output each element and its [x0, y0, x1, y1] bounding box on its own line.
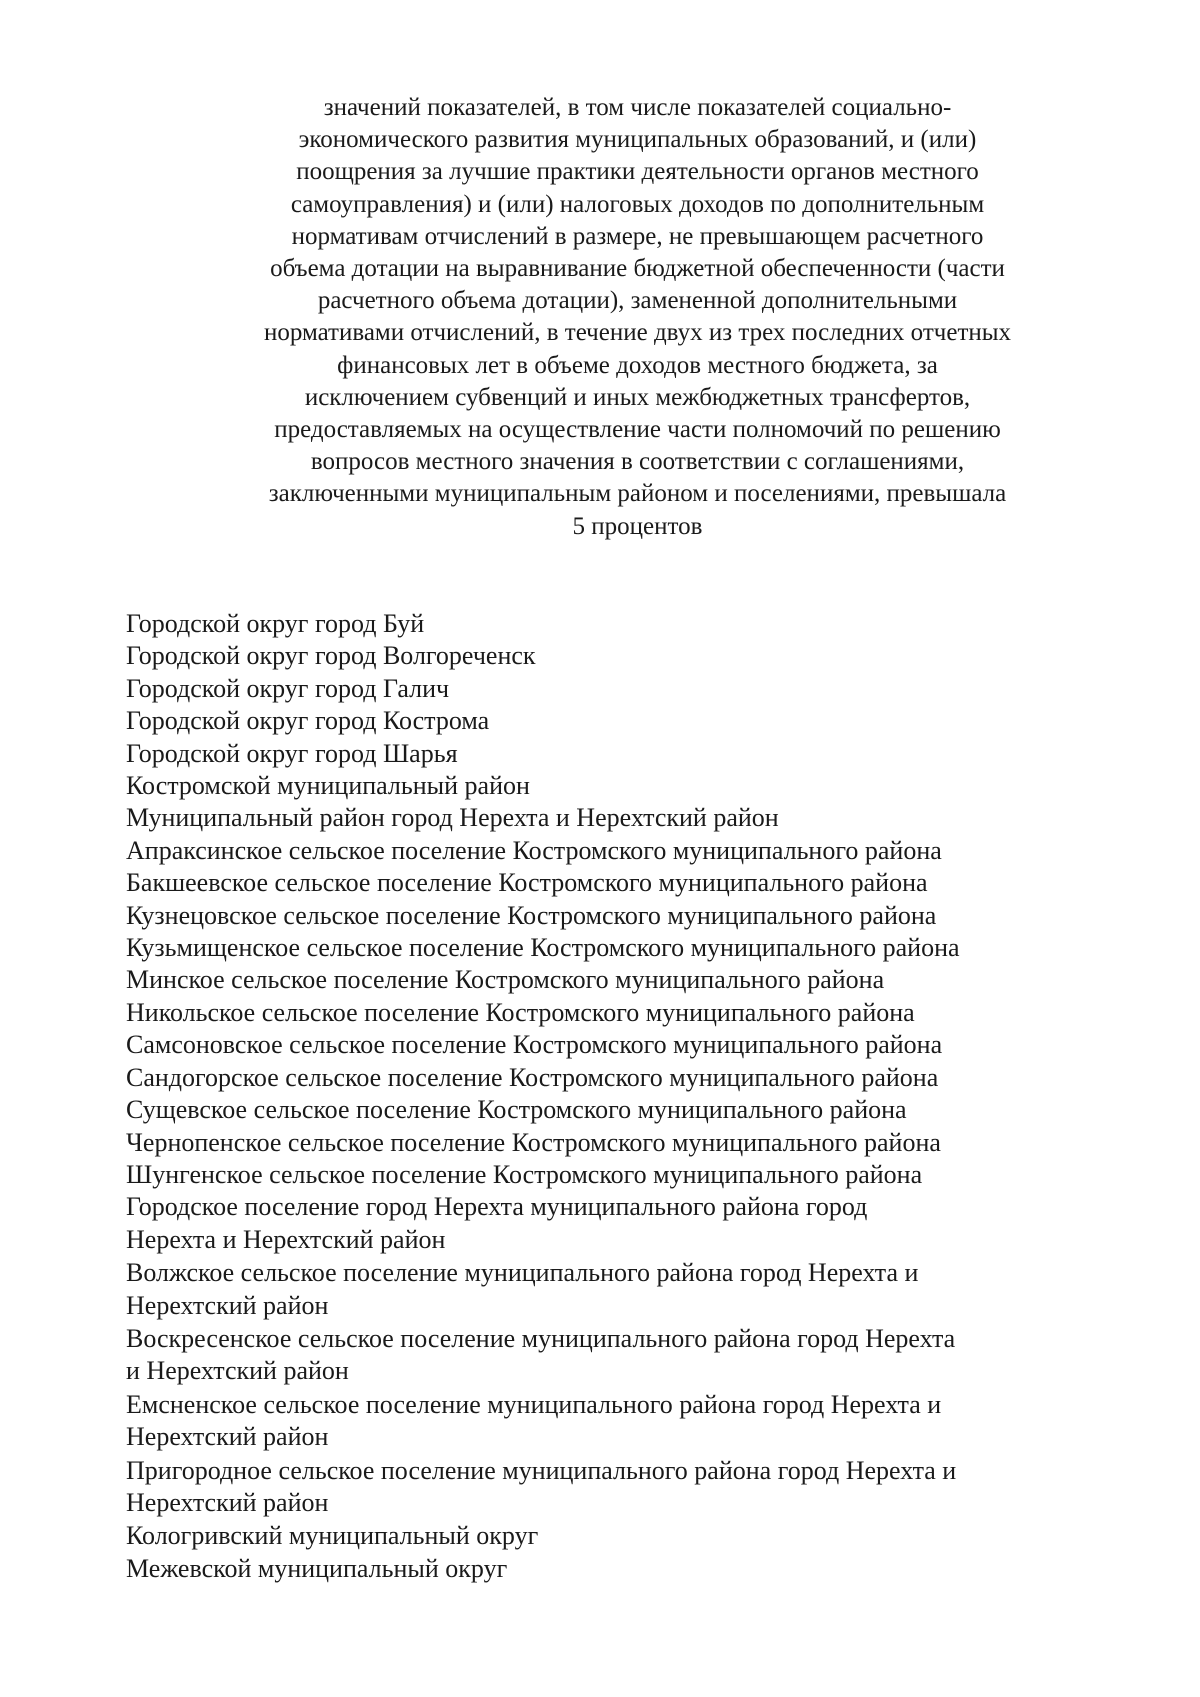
list-item — [126, 802, 1086, 834]
list-item-text: Чернопенское сельское поселение Костромского муниципального района — [126, 1127, 941, 1157]
list-item-text-continued: и Нерехтский район — [126, 1356, 349, 1386]
list-item — [126, 770, 1086, 802]
list-item-text: Минское сельское поселение Костромского муниципального района — [126, 965, 885, 995]
heading-line: нормативами отчислений, в течение двух из трех последних отчетных — [263, 319, 1012, 347]
list-item-text: Апраксинское сельское поселение Костромского муниципального района — [126, 835, 942, 865]
list-item-text: Шунгенское сельское поселение Костромского муниципального района — [126, 1159, 923, 1189]
list-item-text: Межевской муниципальный округ — [126, 1553, 508, 1583]
list-item-text: Пригородное сельское поселение муниципального района город Нерехта и — [126, 1455, 957, 1485]
list-item — [126, 1389, 1086, 1454]
list-item-text: Городской округ город Волгореченск — [126, 641, 536, 671]
list-item-text-continued: Нерехтский район — [126, 1290, 329, 1320]
heading-line: вопросов местного значения в соответствии с соглашениями, — [310, 448, 965, 476]
heading-line: заключенными муниципальным районом и поселениями, превышала — [268, 480, 1007, 508]
list-item — [126, 608, 1086, 640]
heading-line: поощрения за лучшие практики деятельности органов местного — [296, 158, 979, 186]
list-item — [126, 1455, 1086, 1520]
list-item — [126, 835, 1086, 867]
list-item — [126, 932, 1086, 964]
list-item-text-continued: Нерехтский район — [126, 1487, 329, 1517]
heading-line: расчетного объема дотации), замененной дополнительными — [317, 287, 958, 315]
list-item — [126, 1520, 1086, 1552]
list-item-text: Муниципальный район город Нерехта и Нерехтский район — [126, 803, 779, 833]
list-item-text: Бакшеевское сельское поселение Костромского муниципального района — [126, 868, 928, 898]
heading-line: объема дотации на выравнивание бюджетной обеспеченности (части — [270, 255, 1005, 283]
heading-line: предоставляемых на осуществление части полномочий по решению — [274, 416, 1001, 444]
heading-line: 5 процентов — [572, 512, 703, 540]
heading-line: значений показателей, в том числе показателей социально- — [323, 94, 952, 121]
list-item-text: Городской округ город Галич — [126, 673, 450, 703]
list-item — [126, 997, 1086, 1029]
list-item — [126, 738, 1086, 770]
heading-line: экономического развития муниципальных образований, и (или) — [298, 126, 977, 154]
list-item-text: Самсоновское сельское поселение Костромского муниципального района — [126, 1030, 943, 1060]
list-item-text: Сандогорское сельское поселение Костромского муниципального района — [126, 1062, 939, 1092]
section-heading — [200, 92, 1075, 543]
list-item — [126, 673, 1086, 705]
heading-line: самоуправления) и (или) налоговых доходов по дополнительным — [290, 190, 985, 218]
list-item — [126, 1191, 1086, 1256]
list-item-text-continued: Нерехтский район — [126, 1422, 329, 1452]
list-item-text-continued: Нерехта и Нерехтский район — [126, 1224, 446, 1254]
list-item — [126, 1159, 1086, 1191]
list-item — [126, 705, 1086, 737]
list-item — [126, 900, 1086, 932]
list-item-text: Волжское сельское поселение муниципального района город Нерехта и — [126, 1258, 919, 1288]
list-item — [126, 1094, 1086, 1126]
heading-line: финансовых лет в объеме доходов местного бюджета, за — [337, 351, 938, 379]
list-item — [126, 1257, 1086, 1322]
list-item-text: Костромской муниципальный район — [126, 771, 530, 801]
list-item-text: Кузнецовское сельское поселение Костромского муниципального района — [126, 900, 937, 930]
list-item — [126, 1062, 1086, 1094]
list-item-text: Городской округ город Кострома — [126, 706, 490, 736]
list-item — [126, 964, 1086, 996]
list-item-text: Кологривский муниципальный округ — [126, 1521, 539, 1551]
list-item — [126, 640, 1086, 672]
list-item-text: Городской округ город Шарья — [126, 738, 458, 768]
list-item — [126, 1029, 1086, 1061]
heading-line: исключением субвенций и иных межбюджетных трансфертов, — [304, 383, 971, 411]
heading-line: нормативам отчислений в размере, не превышающем расчетного — [291, 222, 984, 250]
list-item — [126, 867, 1086, 899]
list-item-text: Городское поселение город Нерехта муниципального района город — [126, 1192, 868, 1222]
list-item-text: Никольское сельское поселение Костромского муниципального района — [126, 997, 915, 1027]
list-item — [126, 1323, 1086, 1388]
list-item-text: Воскресенское сельское поселение муниципального района город Нерехта — [126, 1323, 956, 1353]
list-item-text: Емсненское сельское поселение муниципального района город Нерехта и — [126, 1389, 942, 1419]
list-item — [126, 1127, 1086, 1159]
list-item-text: Кузьмищенское сельское поселение Костромского муниципального района — [126, 933, 960, 963]
list-item — [126, 1553, 1086, 1585]
list-item-text: Городской округ город Буй — [126, 609, 425, 638]
municipality-list — [126, 608, 1086, 1585]
list-item-text: Сущевское сельское поселение Костромского муниципального района — [126, 1095, 907, 1125]
